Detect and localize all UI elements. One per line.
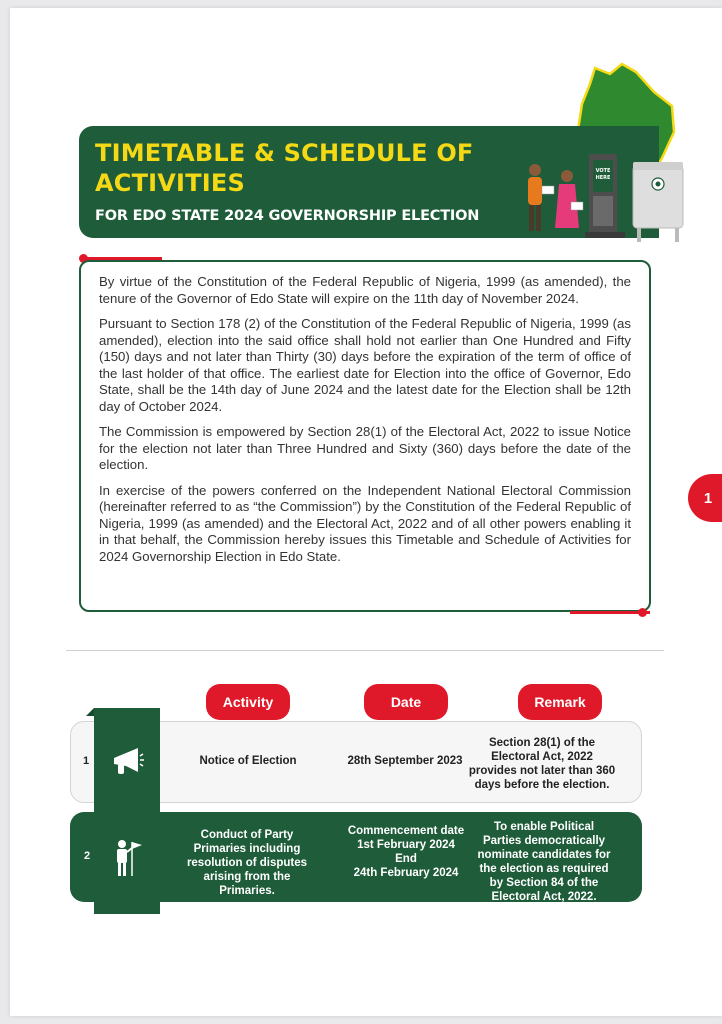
voting-booth-icon [633,162,683,242]
date-line: 24th February 2024 [353,867,459,879]
column-header-remark: Remark [518,684,602,720]
voters-illustration-icon [515,148,695,248]
date-line: Commencement date [347,825,465,837]
page-number-tab: 1 [688,474,722,522]
row-number: 2 [84,850,91,862]
column-header-date: Date [364,684,448,720]
remark-cell: Section 28(1) of the Electoral Act, 2022 provides not later than 360 days before the election. [468,737,616,791]
intro-paragraph: The Commission is empowered by Section 28(1) of the Electoral Act, 2022 to issue Notice for the election not later than Three Hundred and Sixty (360) days before the date of the election. [99,424,631,472]
document-page [10,8,722,1016]
megaphone-icon [110,746,144,778]
person-with-flag-icon [112,838,144,878]
svg-text:VOTE: VOTE [595,168,611,174]
intro-accent-dot [638,608,647,617]
date-cell: 28th September 2023 [347,755,463,767]
page-title: TIMETABLE & SCHEDULE OF ACTIVITIES [95,139,474,197]
date-line: 1st February 2024 [357,839,455,851]
column-header-activity: Activity [206,684,290,720]
icon-column [94,708,160,914]
intro-text-box [79,260,651,612]
intro-paragraph: By virtue of the Constitution of the Federal Republic of Nigeria, 1999 (as amended), the tenure of the Governor of Edo State will expire on the 11th day of November 2024. [99,274,631,306]
intro-paragraph: In exercise of the powers conferred on the Independent National Electoral Commission (hereinafter referred to as “the Commission”) by the Constitution of the Federal Republic of Nigeria, 1999 (as amended) and the Electoral Act, 2022 and of all other powers enabling it in that behalf, the Commission hereby issues this Timetable and Schedule of Activities for 2024 Governorship Election in Edo State. [99,482,631,564]
activity-cell: Conduct of Party Primaries including resolution of disputes arising from the Primaries. [186,829,308,897]
svg-text:HERE: HERE [595,175,611,181]
date-cell [346,824,466,880]
date-line: End [395,853,417,865]
remark-cell: To enable Political Parties democratically nominate candidates for the election as required by Section 84 of the Electoral Act, 2022. [477,821,611,903]
ballot-box-icon [585,154,625,238]
activity-cell: Notice of Election [199,755,297,767]
page-subtitle: FOR EDO STATE 2024 GOVERNORSHIP ELECTION [95,208,480,224]
section-divider [66,650,664,651]
intro-paragraph: Pursuant to Section 178 (2) of the Constitution of the Federal Republic of Nigeria, 1999 (as amended), election into the said office shall hold not earlier than One Hundred and Fifty (150) days and not later than Thirty (30) days before the expiration of the term of office of the last holder of that office. The earliest date for Election into the office of Governor, Edo State, shall be the 14th day of June 2024 and the latest date for the Election shall be 12th day of October 2024. [99,316,631,414]
row-number: 1 [83,755,90,767]
